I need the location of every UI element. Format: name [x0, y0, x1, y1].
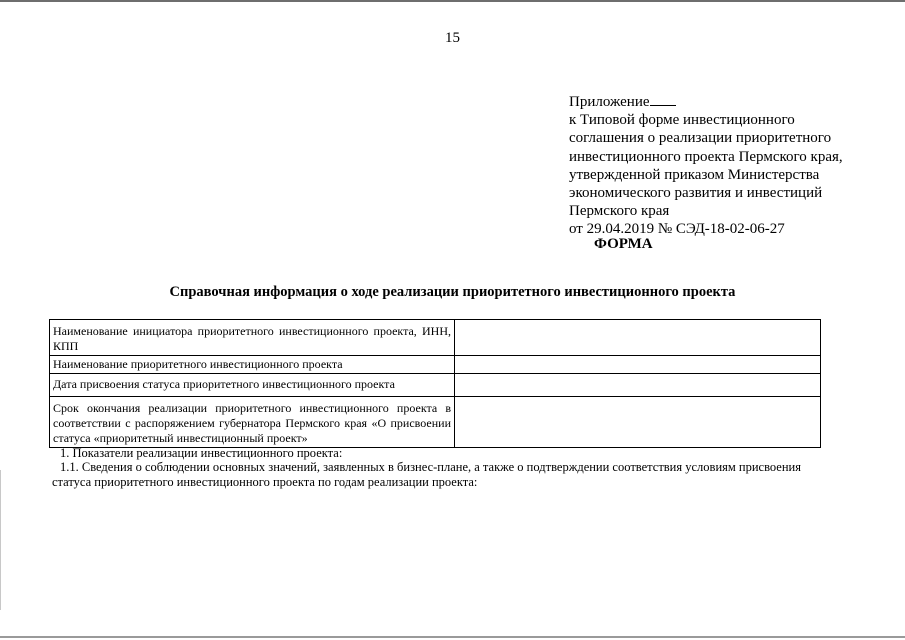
project-info-table — [49, 319, 821, 448]
row-value-initiator — [455, 320, 821, 356]
appendix-line-6: экономического развития и инвестиций — [569, 185, 823, 202]
table-row — [50, 397, 821, 448]
scan-border-left — [0, 470, 1, 610]
scan-border-bottom — [0, 636, 905, 638]
document-title: Справочная информация о ходе реализации приоритетного инвестиционного проекта — [169, 284, 736, 300]
appendix-line-3: соглашения о реализации приоритетного — [569, 130, 832, 147]
section-1-1-line-1: 1.1. Сведения о соблюдении основных значений, заявленных в бизнес-плане, а также о подтверждении соответствия условиям присвоения — [60, 460, 801, 474]
appendix-note — [569, 92, 869, 239]
appendix-line-8: от 29.04.2019 № СЭД-18-02-06-27 — [569, 221, 785, 238]
section-1-1-line-2: статуса приоритетного инвестиционного проекта по годам реализации проекта: — [52, 475, 478, 489]
appendix-line-5: утвержденной приказом Министерства — [569, 166, 820, 183]
page-number: 15 — [445, 30, 460, 46]
form-label: ФОРМА — [594, 236, 653, 252]
appendix-line-1 — [569, 92, 869, 111]
row-value-end-date — [455, 397, 821, 448]
appendix-line-7: Пермского края — [569, 203, 670, 220]
appendix-heading: Приложение — [569, 94, 650, 110]
appendix-line-4: инвестиционного проекта Пермского края, — [569, 148, 843, 165]
row-value-status-date — [455, 374, 821, 397]
section-1-heading: 1. Показатели реализации инвестиционного проекта: — [60, 446, 343, 460]
appendix-number-blank — [650, 92, 676, 106]
scan-border-top — [0, 0, 905, 2]
appendix-line-2: к Типовой форме инвестиционного — [569, 112, 795, 129]
table-row — [50, 356, 821, 374]
row-label-initiator: Наименование инициатора приоритетного инвестиционного проекта, ИНН, КПП — [50, 320, 455, 356]
row-label-end-date: Срок окончания реализации приоритетного инвестиционного проекта в соответствии с распоряжением губернатора Пермского края «О присвоении статуса «приоритетный инвестиционный проект» — [50, 397, 455, 448]
table-row — [50, 320, 821, 356]
row-label-project-name: Наименование приоритетного инвестиционного проекта — [50, 356, 455, 374]
row-label-status-date: Дата присвоения статуса приоритетного инвестиционного проекта — [50, 374, 455, 397]
table-row — [50, 374, 821, 397]
row-value-project-name — [455, 356, 821, 374]
